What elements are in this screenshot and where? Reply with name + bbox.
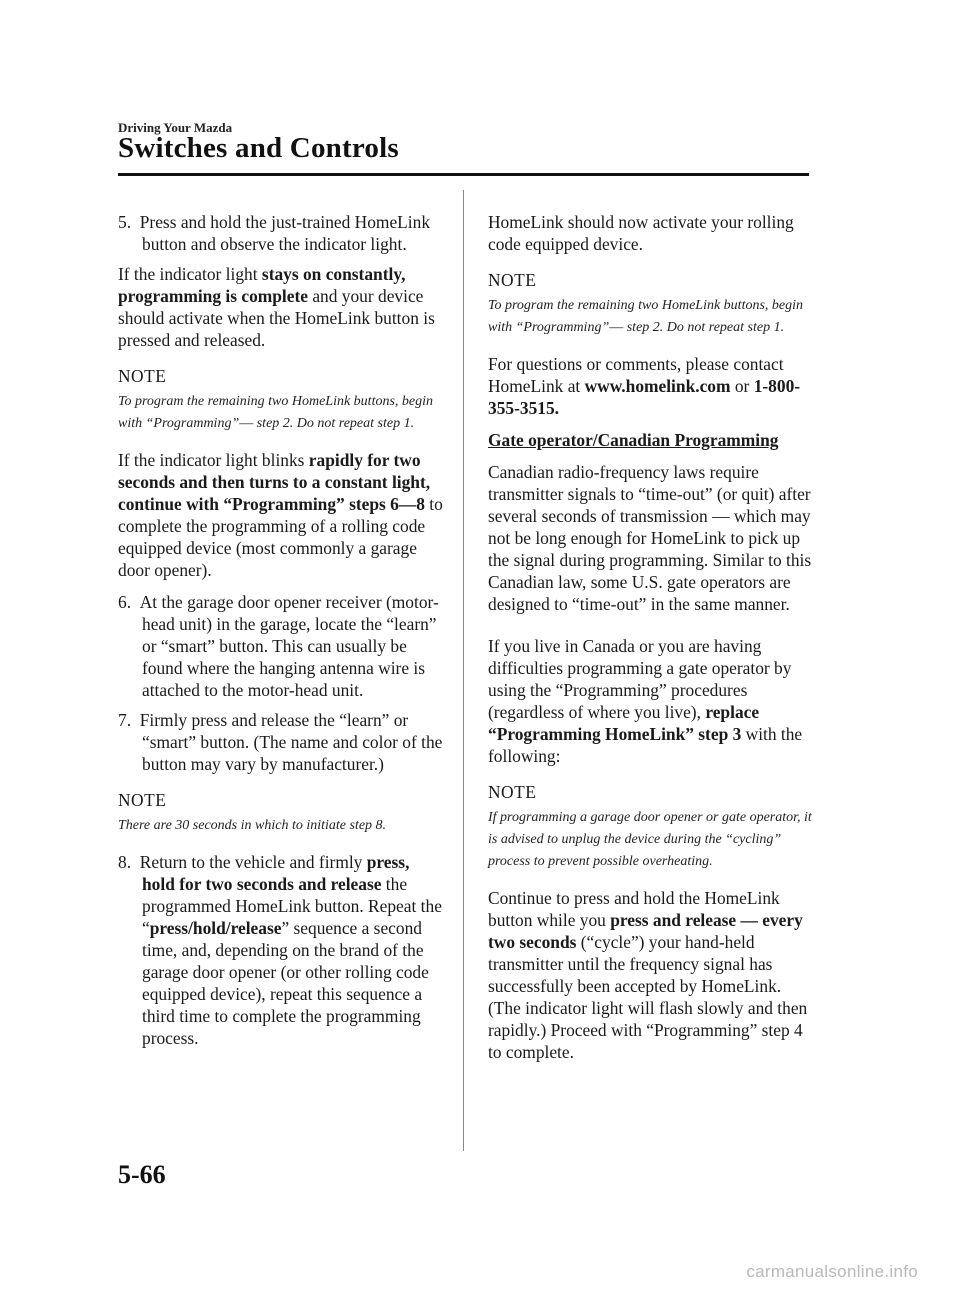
page-number: 5-66 [118, 1160, 166, 1189]
step-7: 7. Firmly press and release the “learn” or “smart” button. (The name and color of the button may vary by manufacturer.) [118, 710, 443, 774]
note-body: If programming a garage door opener or gate operator, it is advised to unplug the device during the “cycling” process to prevent possible overheating. [488, 810, 812, 869]
step-6: 6. At the garage door opener receiver (motor-head unit) in the garage, locate the “learn” or “smart” button. This can usually be found where the hanging antenna wire is attached to the motor-head unit. [118, 592, 439, 700]
note-body: There are 30 seconds in which to initiate step 8. [118, 818, 387, 833]
note-body: To program the remaining two HomeLink buttons, begin with “Programming”― step 2. Do not repeat step 1. [488, 298, 804, 335]
contact-paragraph: For questions or comments, please contact HomeLink at www.homelink.com or 1-800-355-3515. [488, 354, 801, 418]
continue-press-paragraph: Continue to press and hold the HomeLink button while you press and release ― every two seconds (“cycle”) your hand-held transmitter until the frequency signal has successfully been accepted by HomeLink. (The indicator light will flash slowly and then rapidly.) Proceed with “Programming” step 4 to complete. [488, 888, 808, 1062]
header-rule [118, 173, 809, 176]
note-heading: NOTE [488, 782, 537, 802]
note-heading: NOTE [488, 270, 537, 290]
step-8: 8. Return to the vehicle and firmly press, hold for two seconds and release the programmed HomeLink button. Repeat the “press/hold/release” sequence a second time, and, depending on the brand of the garage door opener (or other rolling code equipped device), repeat this sequence a third time to complete the programming process. [118, 852, 442, 1048]
canada-difficulties-paragraph: If you live in Canada or you are having difficulties programming a gate operator by using the “Programming” procedures (regardless of where you live), replace “Programming HomeLink” step 3 with the following: [488, 636, 803, 766]
step-5: 5. Press and hold the just-trained HomeLink button and observe the indicator light. [118, 212, 431, 254]
rapid-blink-paragraph: If the indicator light blinks rapidly for two seconds and then turns to a constant light, continue with “Programming” steps 6―8 to complete the programming of a rolling code equipped device (most commonly a garage door opener). [118, 450, 443, 580]
note-heading: NOTE [118, 366, 167, 386]
right-column [488, 211, 812, 1073]
section-label: Driving Your Mazda [118, 120, 233, 135]
note-heading: NOTE [118, 790, 167, 810]
note-body: To program the remaining two HomeLink buttons, begin with “Programming”― step 2. Do not repeat step 1. [118, 394, 434, 431]
programming-complete-paragraph: If the indicator light stays on constantly, programming is complete and your device should activate when the HomeLink button is pressed and released. [118, 264, 435, 350]
homelink-activate-paragraph: HomeLink should now activate your rolling code equipped device. [488, 212, 794, 254]
column-divider [463, 190, 464, 1151]
watermark: carmanualsonline.info [746, 1262, 918, 1281]
gate-operator-subheading: Gate operator/Canadian Programming [488, 430, 779, 450]
left-column [118, 211, 443, 1057]
canadian-laws-paragraph: Canadian radio-frequency laws require transmitter signals to “time-out” (or quit) after several seconds of transmission ― which may not be long enough for HomeLink to pick up the signal during programming. Similar to this Canadian law, some U.S. gate operators are designed to “time-out” in the same manner. [488, 462, 812, 614]
chapter-title: Switches and Controls [118, 132, 399, 164]
